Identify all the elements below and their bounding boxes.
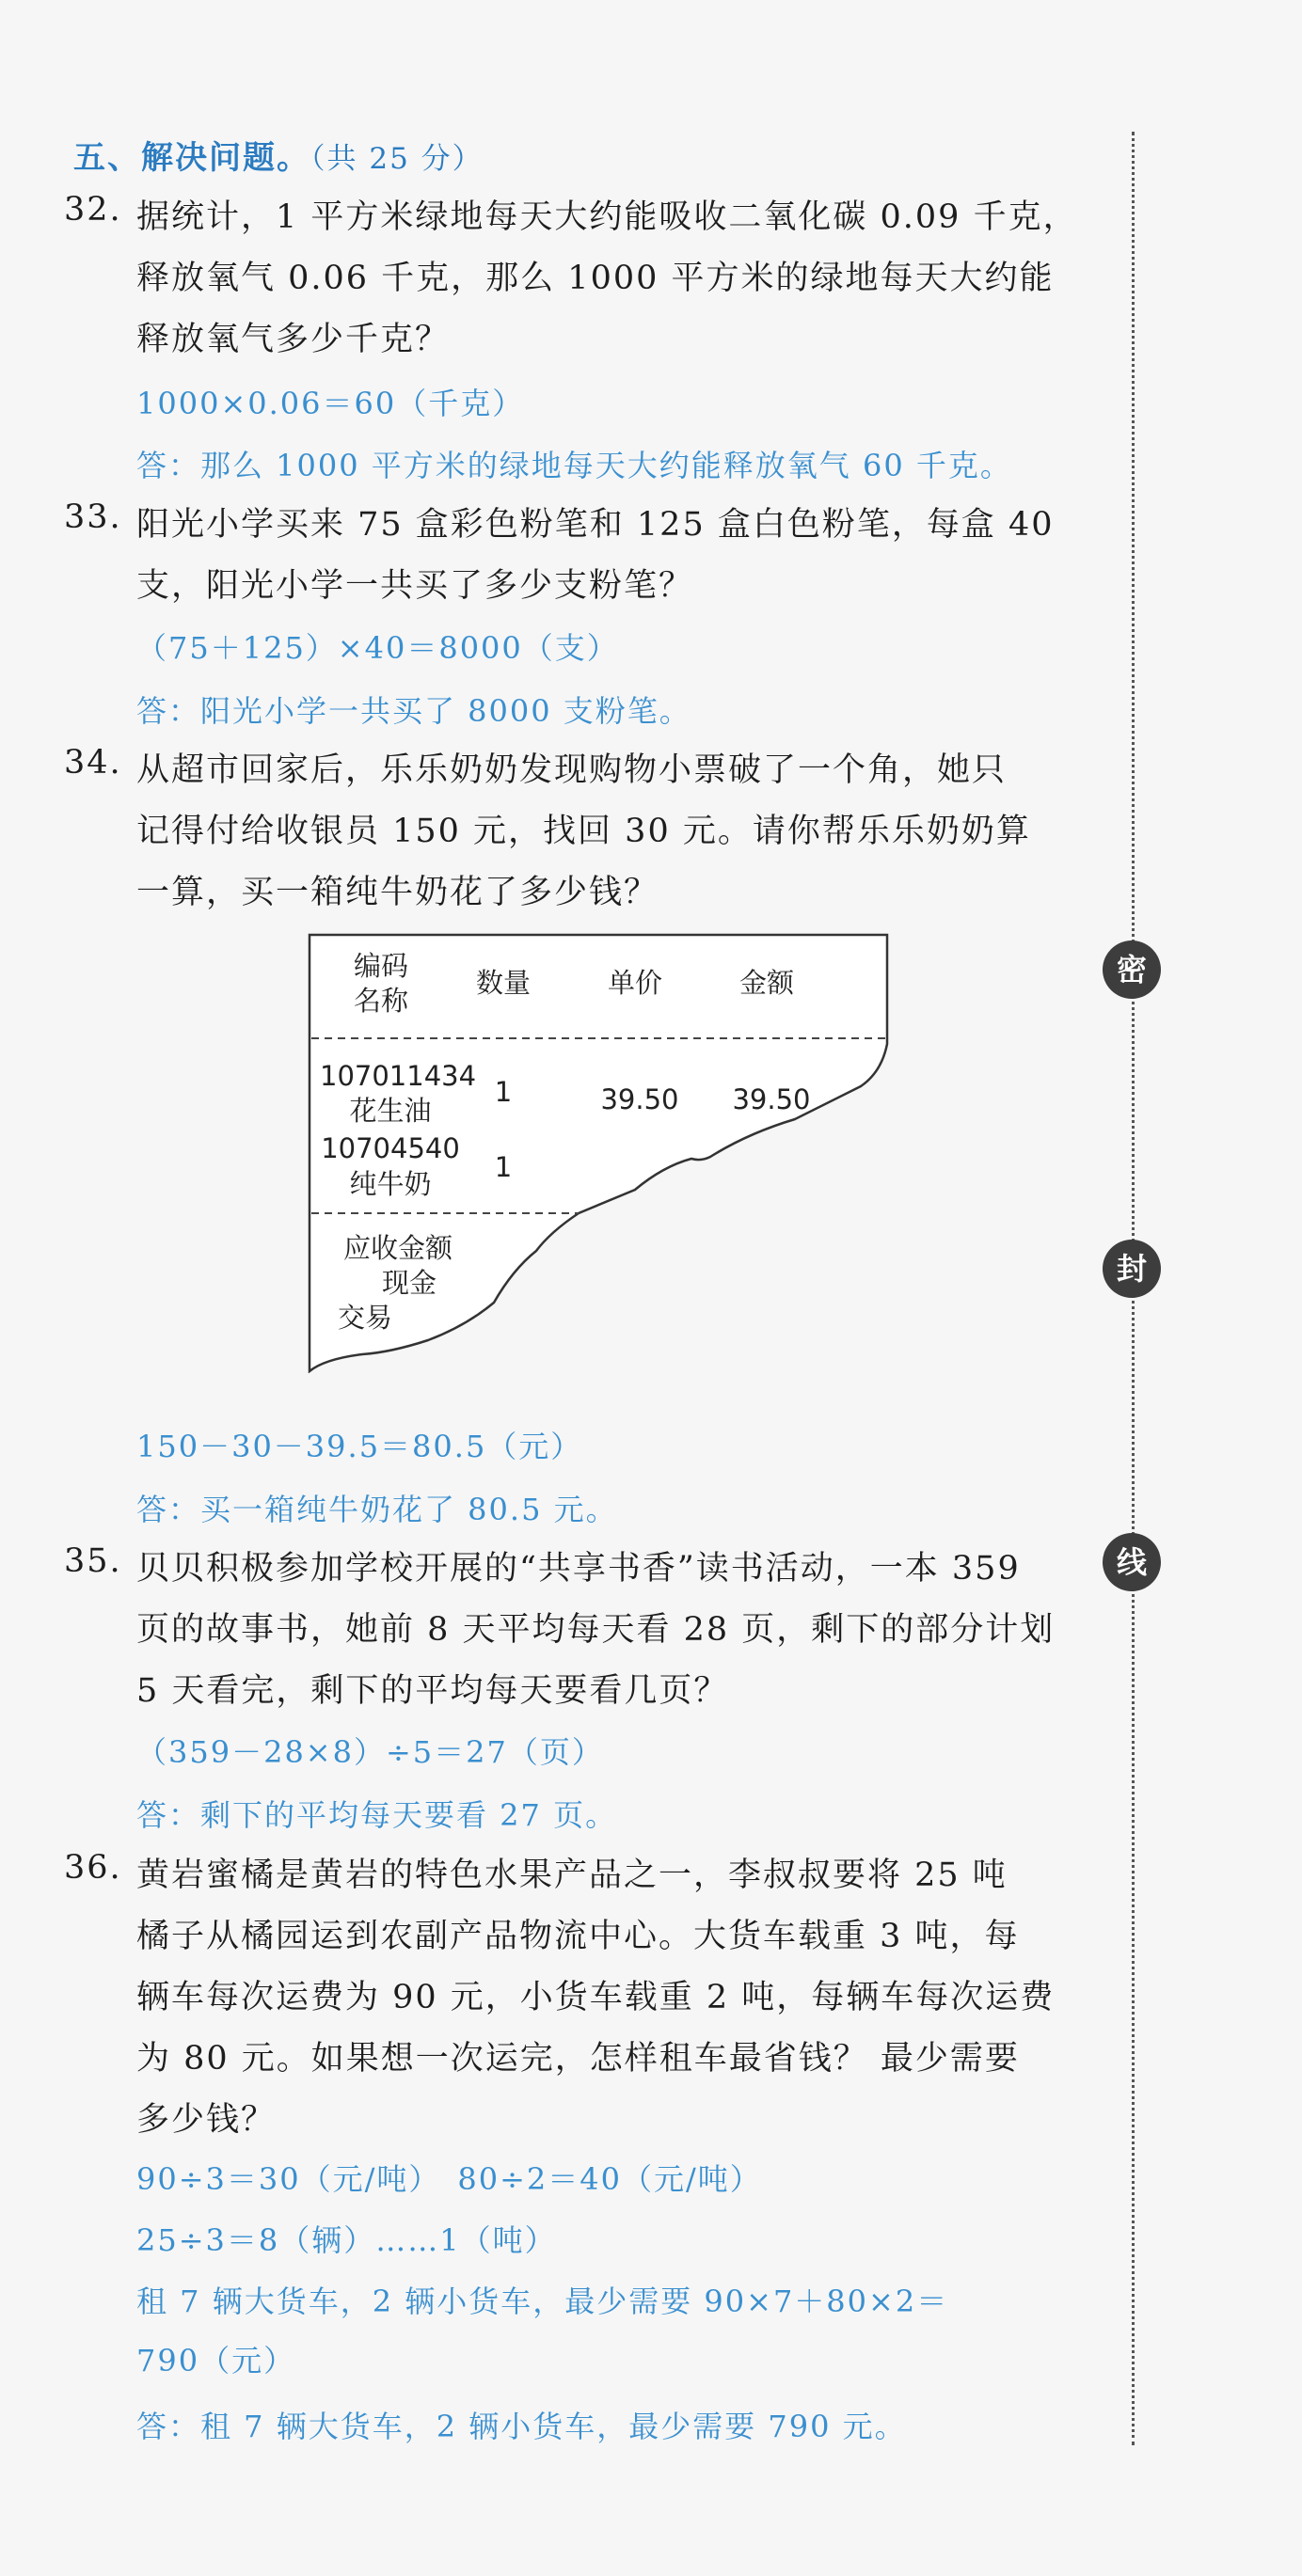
receipt-item-amount: 39.50 [732, 1083, 811, 1115]
seal-feng: 封 [1103, 1240, 1161, 1298]
receipt-header-price: 单价 [607, 967, 662, 999]
question-number: 35. [64, 1542, 122, 1580]
question-text-line: 记得付给收银员 150 元，找回 30 元。请你帮乐乐奶奶算 [136, 813, 1031, 850]
solution-line: 150－30－39.5＝80.5（元） [136, 1429, 583, 1464]
question-text-line: 页的故事书，她前 8 天平均每天看 28 页，剩下的部分计划 [136, 1611, 1056, 1649]
question-text-line: 为 80 元。如果想一次运完，怎样租车最省钱？ 最少需要 [136, 2040, 1020, 2078]
solution-line: （359－28×8）÷5＝27（页） [136, 1734, 604, 1770]
torn-receipt [306, 931, 889, 1373]
section-points: （共 25 分） [310, 142, 484, 176]
receipt-header-code: 编码 [353, 950, 408, 982]
solution-line: 90÷3＝30（元/吨） 80÷2＝40（元/吨） [136, 2161, 762, 2197]
question-text-line: 释放氧气多少千克？ [136, 321, 451, 358]
answer-line: 答：买一箱纯牛奶花了 80.5 元。 [136, 1492, 618, 1527]
answer-line: 答：那么 1000 平方米的绿地每天大约能释放氧气 60 千克。 [136, 448, 1012, 483]
receipt-item-name: 花生油 [349, 1095, 432, 1127]
question-text-line: 阳光小学买来 75 盒彩色粉笔和 125 盒白色粉笔，每盒 40 [136, 506, 1055, 544]
section-title: 五、解决问题。 [73, 139, 310, 177]
solution-line: 1000×0.06＝60（千克） [136, 386, 525, 421]
seal-mi: 密 [1103, 940, 1161, 999]
question-text-line: 黄岩蜜橘是黄岩的特色水果产品之一，李叔叔要将 25 吨 [136, 1857, 1008, 1894]
question-text-line: 橘子从橘园运到农副产品物流中心。大货车载重 3 吨，每 [136, 1918, 1020, 1955]
receipt-item-code: 107011434 [320, 1060, 477, 1092]
question-number: 36. [64, 1849, 122, 1887]
answer-line: 答：阳光小学一共买了 8000 支粉笔。 [136, 693, 691, 729]
solution-line: 租 7 辆大货车，2 辆小货车，最少需要 90×7＋80×2＝ [136, 2284, 949, 2319]
receipt-footer-transaction: 交易 [337, 1302, 392, 1334]
question-number: 33. [64, 498, 122, 536]
answer-line: 答：剩下的平均每天要看 27 页。 [136, 1797, 618, 1833]
solution-line: （75＋125）×40＝8000（支） [136, 630, 619, 666]
receipt-item-price: 39.50 [600, 1083, 679, 1115]
receipt-item-code: 10704540 [321, 1132, 460, 1164]
receipt-item-qty: 1 [494, 1151, 513, 1183]
question-text-line: 5 天看完，剩下的平均每天要看几页？ [136, 1672, 729, 1710]
question-text-line: 辆车每次运费为 90 元，小货车载重 2 吨，每辆车每次运费 [136, 1979, 1056, 2016]
receipt-footer-total: 应收金额 [342, 1232, 453, 1264]
receipt-header-amount: 金额 [738, 967, 794, 999]
receipt-item-qty: 1 [494, 1076, 513, 1108]
question-text-line: 释放氧气 0.06 千克，那么 1000 平方米的绿地每天大约能 [136, 260, 1055, 297]
receipt-header-qty: 数量 [475, 967, 531, 999]
seal-xian: 线 [1103, 1533, 1161, 1591]
question-text-line: 支，阳光小学一共买了多少支粉笔？ [136, 567, 694, 605]
question-text-line: 据统计，1 平方米绿地每天大约能吸收二氧化碳 0.09 千克， [136, 198, 1078, 236]
solution-line: 790（元） [136, 2343, 296, 2378]
question-number: 34. [64, 744, 122, 782]
question-text-line: 从超市回家后，乐乐奶奶发现购物小票破了一个角，她只 [136, 751, 1008, 789]
section-header [73, 132, 484, 178]
receipt-item-name: 纯牛奶 [349, 1168, 432, 1200]
receipt-footer-cash: 现金 [381, 1267, 437, 1299]
receipt-header-name: 名称 [353, 985, 408, 1017]
question-text-line: 贝贝积极参加学校开展的“共享书香”读书活动，一本 359 [136, 1550, 1021, 1588]
question-text-line: 一算，买一箱纯牛奶花了多少钱？ [136, 874, 659, 911]
question-number: 32. [64, 191, 122, 229]
solution-line: 25÷3＝8（辆）……1（吨） [136, 2222, 557, 2258]
question-text-line: 多少钱？ [136, 2101, 277, 2139]
answer-line: 答：租 7 辆大货车，2 辆小货车，最少需要 790 元。 [136, 2409, 907, 2444]
